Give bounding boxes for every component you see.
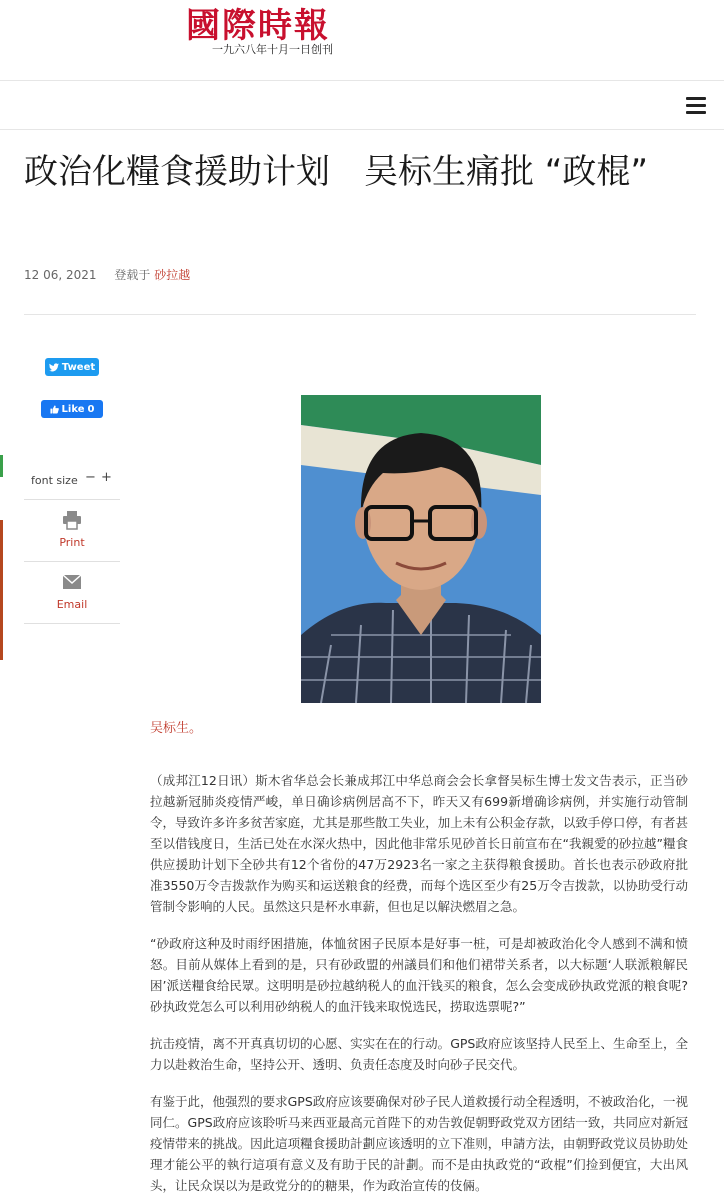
hamburger-menu-icon[interactable] bbox=[686, 97, 706, 115]
twitter-bird-icon bbox=[49, 363, 59, 372]
edge-accent bbox=[0, 455, 3, 477]
like-count: 0 bbox=[87, 403, 95, 415]
article-paragraph: 抗击疫情，离不开真真切切的心愿、实实在在的行动。GPS政府应该坚持人民至上、生命至上，全力以赴救治生命，坚持公开、透明、负责任态度及时向砂子民交代。 bbox=[150, 1036, 688, 1072]
article-body bbox=[150, 770, 688, 1200]
printer-icon bbox=[62, 510, 82, 530]
email-label: Email bbox=[56, 598, 88, 611]
edge-accent bbox=[0, 520, 3, 660]
email-button[interactable] bbox=[24, 562, 120, 624]
posted-in-label: 登载于 bbox=[114, 268, 151, 282]
article-paragraph: 有鉴于此，他强烈的要求GPS政府应该要确保对砂子民人道救援行动全程透明，不被政治化，一视同仁。GPS政府应该聆听马来西亚最高元首陛下的劝告敦促朝野政党双方团结一致，共同应对新冠疫情带来的挑战。因此這项糧食援助計劃应该透明的立下准则，申請方法，由朝野政党议员协助处理才能公平的執行這項有意义及有助于民的計劃。而不是由执政党的“政棍”们捡到便宜，大出风头，让民众误以为是政党分的的糖果，作为政治宣传的伎倆。 bbox=[150, 1094, 688, 1193]
font-increase-button[interactable]: + bbox=[101, 470, 112, 485]
photo-caption: 吴标生。 bbox=[150, 721, 203, 736]
site-logo[interactable] bbox=[186, 0, 366, 60]
article-paragraph: （成邦江12日讯）斯木省华总会长兼成邦江中华总商会会长拿督吴标生博士发文告表示，正当砂拉越新冠肺炎疫情严峻，单日确诊病例居高不下，昨天又有699新增确诊病例，并实施行动管制令，导致许多许多贫苦家庭，尤其是那些散工失业，加上未有公积金存款，以致手停口停，有者甚至以借钱度日，生活已处在水深火热中，因此他非常乐见砂首长日前宣布在“我親愛的砂拉越”糧食供应援助计划下全砂共有12个省份的47万2923名一家之主获得粮食援助。首长也表示砂政府批准3550万令吉拨款作为购买和运送粮食的经费，而每个选区至少有25万令吉拨款，以协助受行动管制令影响的人民。虽然这只是杯水車薪，但也足以解決燃眉之急。 bbox=[150, 773, 688, 914]
masthead bbox=[0, 0, 724, 80]
thumbs-up-icon bbox=[50, 405, 59, 414]
font-size-control bbox=[24, 468, 120, 500]
article-paragraph: “砂政府这种及时雨纾困措施，体恤贫困子民原本是好事一桩，可是却被政治化令人感到不满和愤怒。目前从媒体上看到的是，只有砂政盟的州議員们和他们裙带关系者，以大标题‘人联派粮解民困’派送糧食给民眾。这明明是砂拉越纳税人的血汗钱买的粮食，怎么会变成砂执政党派的粮食呢?砂执政党怎么可以利用砂纳税人的血汗钱来取悦选民，捞取选票呢?” bbox=[150, 936, 688, 1014]
font-size-label: font size bbox=[31, 474, 78, 487]
logo-title: 國際時報 bbox=[186, 6, 330, 46]
like-label: Like bbox=[61, 403, 85, 415]
article-meta bbox=[24, 266, 190, 283]
category-link[interactable]: 砂拉越 bbox=[154, 268, 191, 282]
article-date: 12 06, 2021 bbox=[24, 268, 97, 282]
print-label: Print bbox=[59, 536, 85, 549]
facebook-like-button[interactable] bbox=[41, 400, 103, 418]
font-decrease-button[interactable]: − bbox=[85, 470, 96, 485]
tweet-button[interactable] bbox=[45, 358, 99, 376]
divider bbox=[24, 314, 696, 315]
envelope-icon bbox=[62, 574, 82, 590]
print-button[interactable] bbox=[24, 500, 120, 562]
logo-subtitle: 一九六八年十月一日创刊 bbox=[212, 43, 333, 56]
navbar bbox=[0, 80, 724, 130]
article-photo bbox=[301, 395, 541, 703]
article-title: 政治化糧食援助计划 吴标生痛批 “政棍” bbox=[24, 152, 649, 192]
tweet-label: Tweet bbox=[61, 361, 96, 373]
